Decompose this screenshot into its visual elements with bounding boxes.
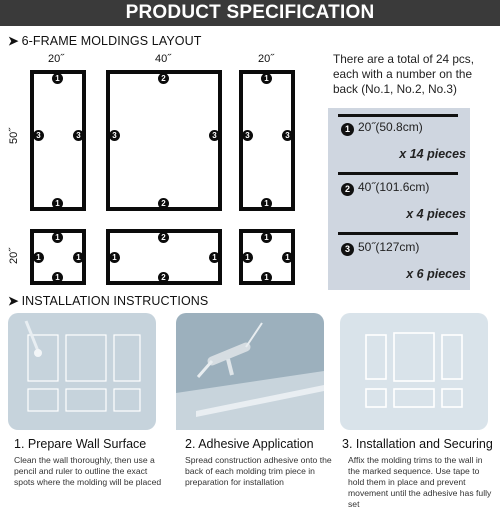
install-section-title [8, 293, 208, 308]
piece-number-badge: 3 [282, 130, 293, 141]
piece-number-badge: 1 [73, 252, 84, 263]
spec-item-2-size [341, 180, 429, 196]
dim-left-short: 20˝ [7, 248, 20, 264]
spec-item-2-size-text: 40˝(101.6cm) [358, 180, 430, 194]
piece-number-badge: 1 [242, 252, 253, 263]
spec-item-3-count: x 6 pieces [406, 267, 466, 281]
layout-section-title [8, 33, 201, 48]
page-title: PRODUCT SPECIFICATION [125, 2, 375, 23]
piece-number-badge: 3 [209, 130, 220, 141]
step-2-illustration [176, 313, 324, 430]
piece-number-badge: 2 [158, 73, 169, 84]
piece-number-badge: 1 [209, 252, 220, 263]
number-2-icon: 2 [341, 183, 354, 196]
piece-number-badge: 2 [158, 272, 169, 283]
spec-divider [338, 172, 458, 175]
number-3-icon: 3 [341, 243, 354, 256]
spec-item-2-count: x 4 pieces [406, 207, 466, 221]
spec-item-3-size-text: 50˝(127cm) [358, 240, 420, 254]
piece-number-badge: 1 [261, 73, 272, 84]
number-1-icon: 1 [341, 123, 354, 136]
caulk-gun-illustration [176, 313, 324, 430]
dim-top-right: 20˝ [258, 53, 274, 65]
piece-number-badge: 1 [52, 73, 63, 84]
wall-outline-illustration [8, 313, 156, 430]
piece-number-badge: 1 [52, 198, 63, 209]
spec-item-1-size [341, 120, 423, 136]
piece-number-badge: 3 [242, 130, 253, 141]
spec-intro-text: There are a total of 24 pcs, each with a number on the back (No.1, No.2, No.3) [333, 52, 474, 96]
dim-top-middle: 40˝ [155, 53, 171, 65]
dim-top-left: 20˝ [48, 53, 64, 65]
spec-divider [338, 114, 458, 117]
step-2-title: 2. Adhesive Application [185, 437, 314, 451]
piece-number-badge: 1 [261, 198, 272, 209]
piece-number-badge: 3 [73, 130, 84, 141]
piece-number-badge: 2 [158, 198, 169, 209]
layout-section-title-text: 6-FRAME MOLDINGS LAYOUT [21, 34, 202, 48]
piece-number-badge: 1 [282, 252, 293, 263]
molding-frame-tall-center [106, 70, 222, 211]
step-3-illustration [340, 313, 488, 430]
installed-moldings-illustration [340, 313, 488, 430]
piece-number-badge: 3 [109, 130, 120, 141]
spec-item-3-size [341, 240, 419, 256]
piece-number-badge: 1 [52, 232, 63, 243]
piece-number-badge: 3 [33, 130, 44, 141]
chevron-right-icon: ➤ [8, 294, 19, 308]
piece-number-badge: 1 [261, 272, 272, 283]
step-2-desc: Spread construction adhesive onto the back of each molding trim piece in preparation for installation [185, 455, 332, 487]
step-3-title: 3. Installation and Securing [342, 437, 493, 451]
spec-item-1-count: x 14 pieces [399, 147, 466, 161]
step-1-title: 1. Prepare Wall Surface [14, 437, 147, 451]
spec-divider [338, 232, 458, 235]
step-3-desc: Affix the molding trims to the wall in the marked sequence. Use tape to hold them in place and prevent movement until the adhesive has fully set [348, 455, 492, 509]
piece-number-badge: 1 [33, 252, 44, 263]
piece-number-badge: 1 [52, 272, 63, 283]
install-section-title-text: INSTALLATION INSTRUCTIONS [21, 294, 209, 308]
piece-number-badge: 1 [261, 232, 272, 243]
chevron-right-icon: ➤ [8, 34, 19, 48]
step-1-desc: Clean the wall thoroughly, then use a pencil and ruler to outline the exact spots where the molding will be placed [14, 455, 162, 487]
step-1-illustration [8, 313, 156, 430]
piece-number-badge: 1 [109, 252, 120, 263]
piece-number-badge: 2 [158, 232, 169, 243]
header-bar [0, 0, 500, 26]
dim-left-tall: 50˝ [7, 128, 20, 144]
spec-item-1-size-text: 20˝(50.8cm) [358, 120, 423, 134]
